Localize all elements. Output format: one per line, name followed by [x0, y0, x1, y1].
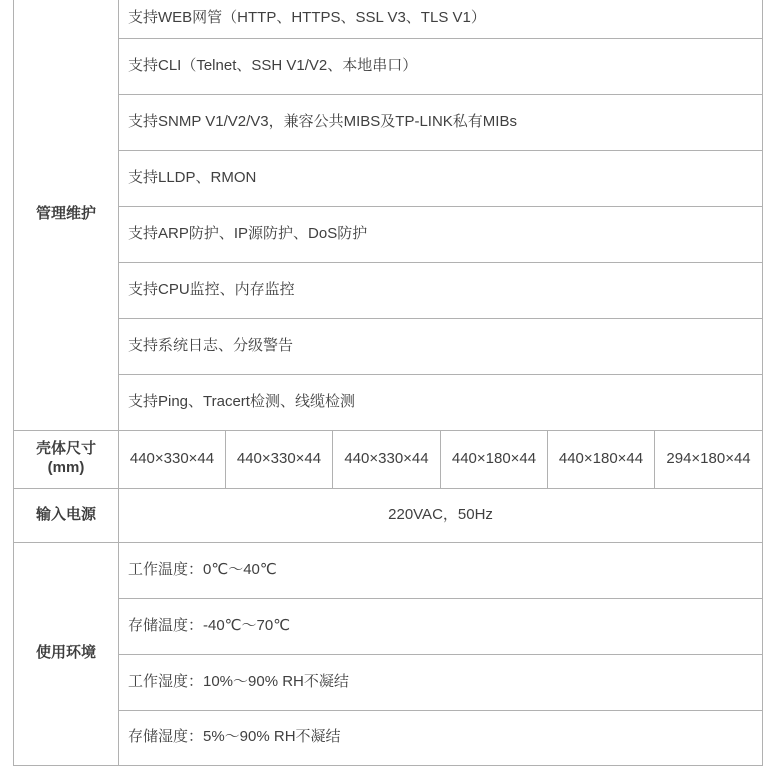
dimension-cell-6: 294×180×44 [655, 430, 763, 488]
dimension-cell-5: 440×180×44 [548, 430, 655, 488]
table-row [14, 206, 763, 262]
table-row [14, 94, 763, 150]
environment-storage-humidity: 存储湿度：5%～90% RH不凝结 [119, 710, 763, 765]
management-feature-web: 支持WEB网管（HTTP、HTTPS、SSL V3、TLS V1） [119, 0, 763, 38]
dimensions-label: 壳体尺寸 [35, 440, 96, 458]
spec-table [13, 0, 763, 766]
table-row [14, 430, 763, 488]
table-row [14, 598, 763, 654]
dimension-cell-2: 440×330×44 [226, 430, 333, 488]
table-row [14, 262, 763, 318]
power-value: 220VAC，50Hz [119, 488, 763, 542]
row-header-environment: 使用环境 [14, 542, 119, 765]
management-feature-syslog: 支持系统日志、分级警告 [119, 318, 763, 374]
management-feature-snmp: 支持SNMP V1/V2/V3，兼容公共MIBS及TP-LINK私有MIBs [119, 94, 763, 150]
management-feature-lldp: 支持LLDP、RMON [119, 150, 763, 206]
table-row [14, 374, 763, 430]
environment-storage-temp: 存储温度：-40℃～70℃ [119, 598, 763, 654]
table-row [14, 488, 763, 542]
table-row [14, 318, 763, 374]
table-row [14, 710, 763, 765]
table-row [14, 654, 763, 710]
row-header-power: 输入电源 [14, 488, 119, 542]
row-header-management: 管理维护 [14, 0, 119, 430]
table-row [14, 0, 763, 38]
table-row [14, 150, 763, 206]
dimensions-unit: (mm) [47, 459, 85, 476]
row-header-dimensions [14, 430, 119, 488]
dimension-cell-3: 440×330×44 [333, 430, 441, 488]
management-feature-cpu: 支持CPU监控、内存监控 [119, 262, 763, 318]
management-feature-cli: 支持CLI（Telnet、SSH V1/V2、本地串口） [119, 38, 763, 94]
table-row [14, 38, 763, 94]
management-feature-arp: 支持ARP防护、IP源防护、DoS防护 [119, 206, 763, 262]
environment-operating-temp: 工作温度：0℃～40℃ [119, 542, 763, 598]
environment-operating-humidity: 工作湿度：10%～90% RH不凝结 [119, 654, 763, 710]
dimension-cell-1: 440×330×44 [119, 430, 226, 488]
dimension-cell-4: 440×180×44 [441, 430, 548, 488]
management-feature-ping: 支持Ping、Tracert检测、线缆检测 [119, 374, 763, 430]
table-row [14, 542, 763, 598]
